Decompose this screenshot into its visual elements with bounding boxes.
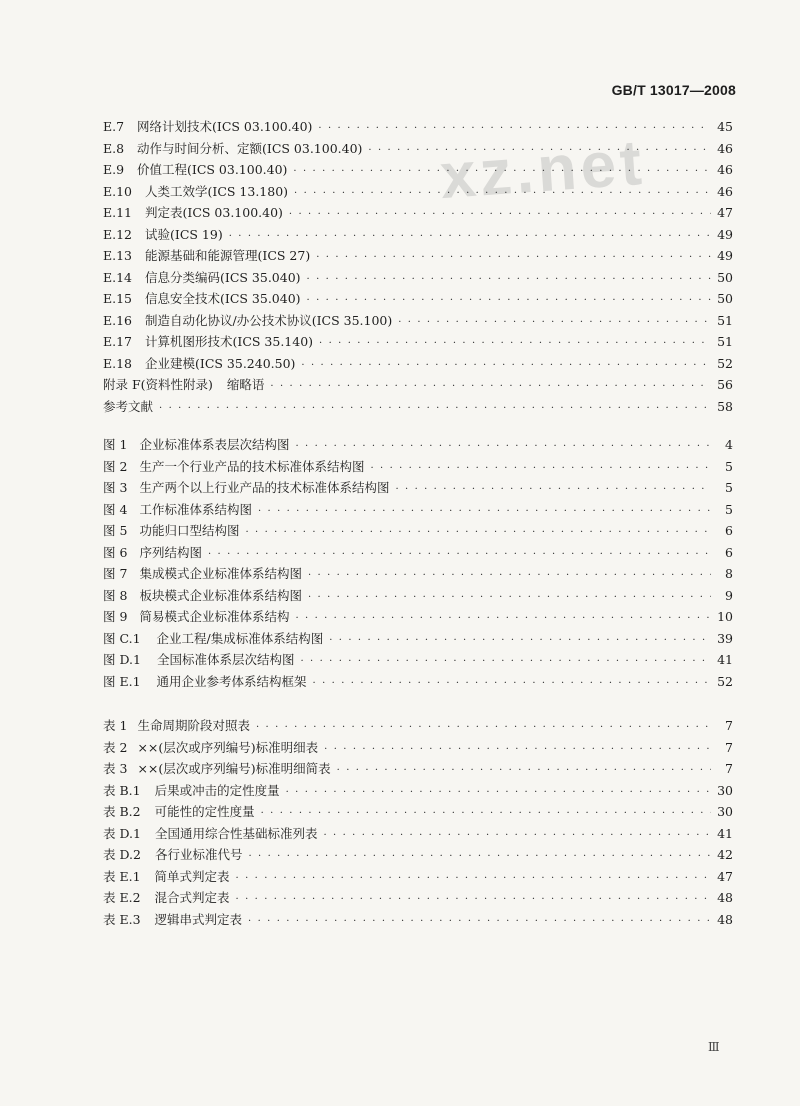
toc-leader-dots <box>286 782 711 804</box>
toc-entry-title: 人类工效学(ICS 13.180) <box>145 183 289 199</box>
toc-entry-title: 后果或冲击的定性度量 <box>154 782 280 798</box>
toc-leader-dots <box>308 587 711 609</box>
toc-leader-dots <box>294 183 711 205</box>
toc-entry-page: 39 <box>717 630 733 646</box>
toc-entry[interactable] <box>103 116 733 138</box>
toc-entry[interactable] <box>103 138 733 160</box>
toc-entry-number: 图 2 <box>103 458 128 474</box>
toc-leader-dots <box>295 608 711 630</box>
toc-entry[interactable] <box>103 353 733 375</box>
toc-entry-page: 58 <box>717 398 733 414</box>
toc-entry-number: 图 8 <box>103 587 128 603</box>
toc-entry-title: 板块模式企业标准体系结构图 <box>139 587 302 603</box>
toc-entry[interactable] <box>103 245 733 267</box>
toc-entry-number: 图 6 <box>103 544 128 560</box>
toc-entry[interactable] <box>103 202 733 224</box>
toc-entry-title: 生命周期阶段对照表 <box>137 718 250 733</box>
toc-entry-number: E.9 <box>103 162 125 177</box>
toc-entry[interactable] <box>103 224 733 246</box>
toc-leader-dots <box>295 436 711 458</box>
toc-entry-title: 全国标准体系层次结构图 <box>156 652 295 667</box>
toc-entry-number: 图 5 <box>103 523 128 538</box>
toc-entry-page: 46 <box>717 162 733 177</box>
toc-entry-title: 功能归口型结构图 <box>139 523 240 538</box>
toc-entry-number: E.15 <box>103 291 133 306</box>
toc-entry-title: 逻辑串式判定表 <box>154 911 243 927</box>
toc-entry[interactable] <box>103 909 733 931</box>
toc-entry-title: 信息安全技术(ICS 35.040) <box>145 291 301 306</box>
toc-entry-page: 47 <box>717 868 733 884</box>
toc-entry-number: 表 B.1 <box>103 782 141 798</box>
toc-entry-title: 缩略语 <box>226 377 265 392</box>
toc-entry-title: ××(层次或序列编号)标准明细简表 <box>137 761 331 776</box>
toc-entry-number: E.17 <box>103 334 133 349</box>
toc-leader-dots <box>261 803 711 825</box>
toc-entry-title: 序列结构图 <box>139 544 202 560</box>
toc-entry[interactable] <box>103 715 733 737</box>
toc-entry-number: E.13 <box>103 248 133 263</box>
toc-leader-dots <box>395 479 711 501</box>
toc-entry-number: 图 1 <box>103 437 128 452</box>
toc-entry-page: 10 <box>717 609 733 624</box>
toc-entry-page: 51 <box>717 312 733 328</box>
watermark: xz.net <box>437 125 648 213</box>
toc-entry-title: 网络计划技术(ICS 03.100.40) <box>137 119 313 134</box>
document-code-header: GB/T 13017—2008 <box>611 82 736 98</box>
toc-entry-title: 计算机图形技术(ICS 35.140) <box>145 334 314 349</box>
toc-entry-page: 30 <box>717 804 733 819</box>
toc-entry[interactable] <box>103 396 733 418</box>
toc-entry-number: 图 C.1 <box>103 630 141 646</box>
toc-entry-title: 工作标准体系结构图 <box>139 501 252 517</box>
toc-entry[interactable] <box>103 267 733 289</box>
toc-entry-title: 动作与时间分析、定额(ICS 03.100.40) <box>137 140 363 156</box>
toc-entry-number: 附录 F(资料性附录) <box>103 377 213 392</box>
toc-leader-dots <box>313 673 711 695</box>
toc-entry-title: 企业建模(ICS 35.240.50) <box>145 355 296 371</box>
toc-entry-page: 46 <box>717 183 733 199</box>
toc-entry-page: 51 <box>717 334 733 349</box>
toc-entry-number: E.8 <box>103 140 125 156</box>
toc-leader-dots <box>398 312 711 334</box>
toc-leader-dots <box>324 825 712 847</box>
toc-leader-dots <box>249 846 712 868</box>
toc-entry-page: 52 <box>717 355 733 371</box>
toc-entry-page: 5 <box>725 458 733 474</box>
toc-entry-page: 30 <box>717 782 733 798</box>
toc-entry-title: 混合式判定表 <box>154 890 230 905</box>
toc-entry-title: ××(层次或序列编号)标准明细表 <box>137 739 319 755</box>
toc-entry-page: 7 <box>725 761 733 776</box>
toc-entry-title: 制造自动化协议/办公技术协议(ICS 35.100) <box>145 312 393 328</box>
toc-entry-page: 9 <box>725 587 733 603</box>
toc-entry-number: 图 7 <box>103 566 128 581</box>
toc-entry-page: 48 <box>717 890 733 905</box>
toc-leader-dots <box>308 565 711 587</box>
toc-leader-dots <box>370 458 711 480</box>
toc-leader-dots <box>159 398 711 420</box>
toc-entry-page: 6 <box>725 544 733 560</box>
toc-leader-dots <box>236 868 711 890</box>
toc-entry-page: 41 <box>717 825 733 841</box>
toc-entry-page: 42 <box>717 847 733 862</box>
toc-leader-dots <box>301 651 712 673</box>
toc-entry[interactable] <box>103 585 733 607</box>
toc-leader-dots <box>324 739 711 761</box>
toc-leader-dots <box>258 501 711 523</box>
toc-entry[interactable] <box>103 310 733 332</box>
toc-entry-title: 试验(ICS 19) <box>145 226 223 242</box>
toc-entry-title: 参考文献 <box>103 398 154 414</box>
toc-leader-dots <box>337 760 711 782</box>
toc-leader-dots <box>270 376 711 398</box>
toc-entry-title: 通用企业参考体系结构框架 <box>156 673 307 689</box>
toc-entry[interactable] <box>103 331 733 353</box>
toc-leader-dots <box>236 889 711 911</box>
toc-entry[interactable] <box>103 477 733 499</box>
toc-entry-title: 集成模式企业标准体系结构图 <box>139 566 302 581</box>
toc-entry[interactable] <box>103 499 733 521</box>
toc-entry[interactable] <box>103 758 733 780</box>
toc-entry[interactable] <box>103 288 733 310</box>
toc-entry-number: 表 E.2 <box>103 890 141 905</box>
toc-entry-number: 图 E.1 <box>103 673 141 689</box>
toc-entry-title: 信息分类编码(ICS 35.040) <box>145 269 301 285</box>
toc-entry[interactable] <box>103 671 733 693</box>
toc-entry-title: 判定表(ICS 03.100.40) <box>145 205 283 220</box>
toc-entry-title: 简易模式企业标准体系结构 <box>139 609 290 624</box>
toc-entry-number: E.10 <box>103 183 133 199</box>
toc-entry-title: 生产两个以上行业产品的技术标准体系结构图 <box>139 480 390 495</box>
toc-leader-dots <box>368 140 711 162</box>
toc-entry-page: 50 <box>717 291 733 306</box>
toc-entry-page: 6 <box>725 523 733 538</box>
page-number-folio: Ⅲ <box>708 1040 720 1054</box>
toc-entry-number: 表 D.1 <box>103 825 141 841</box>
toc-figures-group <box>103 434 733 692</box>
toc-entry-page: 56 <box>717 377 733 392</box>
toc-entry-page: 46 <box>717 140 733 156</box>
toc-entry[interactable] <box>103 606 733 628</box>
toc-entry-title: 全国通用综合性基础标准列表 <box>154 825 318 841</box>
toc-leader-dots <box>307 290 711 312</box>
toc-entry[interactable] <box>103 628 733 650</box>
toc-entry[interactable] <box>103 844 733 866</box>
toc-entry[interactable] <box>103 434 733 456</box>
toc-entry-number: E.18 <box>103 355 133 371</box>
toc-entry[interactable] <box>103 801 733 823</box>
toc-entry-number: E.12 <box>103 226 133 242</box>
toc-entry-page: 48 <box>717 911 733 927</box>
toc-entry-number: E.11 <box>103 205 133 220</box>
toc-entry[interactable] <box>103 181 733 203</box>
toc-entry-page: 8 <box>725 566 733 581</box>
toc-entry-number: E.7 <box>103 119 125 134</box>
toc-entry-number: 图 4 <box>103 501 128 517</box>
toc-entry[interactable] <box>103 520 733 542</box>
toc-entry[interactable] <box>103 542 733 564</box>
toc-entry-number: 表 1 <box>103 718 128 733</box>
toc-leader-dots <box>229 226 711 248</box>
toc-leader-dots <box>301 355 711 377</box>
toc-leader-dots <box>316 247 711 269</box>
toc-leader-dots <box>245 522 711 544</box>
toc-entry[interactable] <box>103 456 733 478</box>
toc-entry-number: 表 E.1 <box>103 868 141 884</box>
toc-entry-number: 表 E.3 <box>103 911 141 927</box>
toc-entry-number: 图 9 <box>103 609 128 624</box>
toc-entry-number: 图 D.1 <box>103 652 141 667</box>
toc-entry-number: 表 2 <box>103 739 128 755</box>
toc-leader-dots <box>256 717 711 739</box>
toc-entry-page: 41 <box>717 652 733 667</box>
toc-entry-number: 表 B.2 <box>103 804 141 819</box>
toc-leader-dots <box>329 630 711 652</box>
toc-entry-number: 表 3 <box>103 761 128 776</box>
toc-leader-dots <box>248 911 711 933</box>
toc-entry[interactable] <box>103 649 733 671</box>
toc-entry-page: 5 <box>725 501 733 517</box>
toc-entry-page: 52 <box>717 673 733 689</box>
toc-entry-page: 47 <box>717 205 733 220</box>
toc-entry-title: 能源基础和能源管理(ICS 27) <box>145 248 311 263</box>
toc-entry-title: 各行业标准代号 <box>154 847 243 862</box>
toc-entry-number: E.14 <box>103 269 133 285</box>
toc-entry[interactable] <box>103 887 733 909</box>
toc-entry-title: 企业工程/集成标准体系结构图 <box>156 630 324 646</box>
toc-entry-title: 简单式判定表 <box>154 868 230 884</box>
toc-entry[interactable] <box>103 374 733 396</box>
toc-entry-title: 可能性的定性度量 <box>154 804 255 819</box>
toc-entry-title: 价值工程(ICS 03.100.40) <box>137 162 288 177</box>
toc-entry-title: 企业标准体系表层次结构图 <box>139 437 290 452</box>
toc-appendix-group <box>103 116 733 417</box>
toc-entry[interactable] <box>103 563 733 585</box>
toc-entry[interactable] <box>103 737 733 759</box>
toc-entry[interactable] <box>103 866 733 888</box>
toc-entry-number: 表 D.2 <box>103 847 141 862</box>
toc-entry[interactable] <box>103 780 733 802</box>
toc-entry-page: 50 <box>717 269 733 285</box>
toc-entry-page: 5 <box>725 480 733 495</box>
toc-leader-dots <box>289 204 711 226</box>
toc-entry-page: 49 <box>717 226 733 242</box>
toc-entry-page: 7 <box>725 718 733 733</box>
toc-leader-dots <box>307 269 711 291</box>
toc-entry-title: 生产一个行业产品的技术标准体系结构图 <box>139 458 365 474</box>
toc-entry-page: 45 <box>717 119 733 134</box>
toc-entry-page: 49 <box>717 248 733 263</box>
toc-leader-dots <box>208 544 711 566</box>
toc-entry[interactable] <box>103 159 733 181</box>
toc-leader-dots <box>293 161 711 183</box>
toc-leader-dots <box>318 118 711 140</box>
toc-entry-page: 4 <box>725 437 733 452</box>
toc-entry[interactable] <box>103 823 733 845</box>
toc-tables-group <box>103 715 733 930</box>
toc-entry-number: 图 3 <box>103 480 128 495</box>
toc-leader-dots <box>319 333 711 355</box>
toc-entry-number: E.16 <box>103 312 133 328</box>
toc-entry-page: 7 <box>725 739 733 755</box>
